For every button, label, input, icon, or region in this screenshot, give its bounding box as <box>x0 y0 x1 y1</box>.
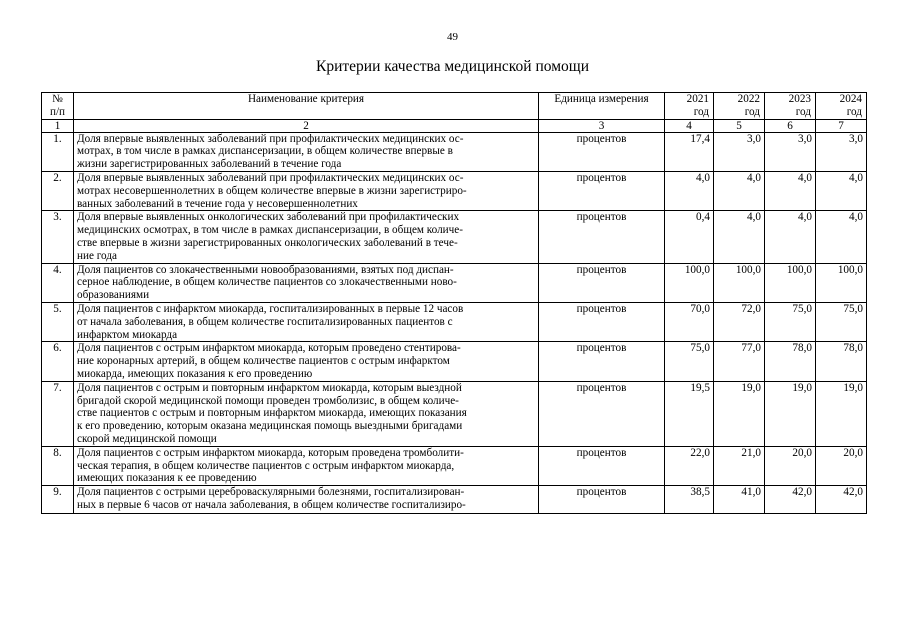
value-cell: 19,5 <box>665 381 714 446</box>
criterion-line: Доля пациентов с острыми цереброваскулярными болезнями, госпитализирован- <box>77 486 465 499</box>
value-cell: 72,0 <box>714 302 765 341</box>
criterion-line: ванных заболеваний в течение года у несовершеннолетних <box>77 197 358 210</box>
header-unit: Единица измерения <box>539 93 665 120</box>
value-cell: 19,0 <box>765 381 816 446</box>
row-number: 4. <box>42 263 74 302</box>
value-cell: 22,0 <box>665 446 714 485</box>
criterion-line: мотрах несовершеннолетних в общем количестве впервые в жизни зарегистриро- <box>77 184 467 197</box>
criterion-cell <box>74 302 539 341</box>
value-cell: 70,0 <box>665 302 714 341</box>
criterion-line: скорой медицинской помощи <box>77 432 217 445</box>
table-row <box>42 263 867 302</box>
criterion-line: инфарктом миокарда <box>77 328 178 341</box>
value-cell: 77,0 <box>714 342 765 381</box>
value-cell: 75,0 <box>765 302 816 341</box>
column-number: 7 <box>816 119 867 132</box>
value-cell: 75,0 <box>665 342 714 381</box>
criterion-line: ние года <box>77 249 117 262</box>
column-number: 4 <box>665 119 714 132</box>
criterion-line: ческая терапия, в общем количестве пациентов с острым инфарктом миокарда, <box>77 459 455 472</box>
table-row <box>42 446 867 485</box>
criterion-line: стве впервые в жизни зарегистрированных онкологических заболеваний в тече- <box>77 236 458 249</box>
criterion-line: Доля пациентов с острым инфарктом миокарда, которым проведена тромболити- <box>77 446 464 459</box>
criterion-line: стве пациентов с острым и повторным инфарктом миокарда, имеющих показания <box>77 407 467 420</box>
unit-cell: процентов <box>539 342 665 381</box>
criterion-cell <box>74 263 539 302</box>
header-year-2023 <box>765 93 816 120</box>
header-year-suffix: год <box>693 105 709 118</box>
value-cell: 4,0 <box>714 171 765 210</box>
criterion-cell <box>74 171 539 210</box>
row-number: 9. <box>42 486 74 514</box>
unit-cell: процентов <box>539 132 665 171</box>
criterion-line: ных в первые 6 часов от начала заболевания, в общем количестве госпитализиро- <box>77 498 466 511</box>
value-cell: 3,0 <box>765 132 816 171</box>
column-number: 5 <box>714 119 765 132</box>
criterion-line: мотрах, в том числе в рамках диспансеризации, в общем количестве впервые в <box>77 145 453 158</box>
value-cell: 100,0 <box>816 263 867 302</box>
value-cell: 41,0 <box>714 486 765 514</box>
criterion-line: Доля впервые выявленных онкологических заболеваний при профилактических <box>77 211 460 224</box>
criterion-line: жизни зарегистрированных заболеваний в течение года <box>77 158 342 171</box>
header-num-line2: п/п <box>49 105 66 118</box>
criterion-line: миокарда, имеющих показания к его проведению <box>77 367 313 380</box>
header-year-2021 <box>665 93 714 120</box>
value-cell: 19,0 <box>714 381 765 446</box>
header-year-value: 2022 <box>737 93 760 105</box>
unit-cell: процентов <box>539 486 665 514</box>
criterion-cell <box>74 381 539 446</box>
table-row <box>42 486 867 514</box>
unit-cell: процентов <box>539 381 665 446</box>
value-cell: 4,0 <box>816 171 867 210</box>
value-cell: 75,0 <box>816 302 867 341</box>
table-body <box>42 132 867 514</box>
value-cell: 3,0 <box>816 132 867 171</box>
value-cell: 100,0 <box>765 263 816 302</box>
header-year-suffix: год <box>795 105 811 118</box>
unit-cell: процентов <box>539 263 665 302</box>
value-cell: 4,0 <box>765 211 816 263</box>
row-number: 8. <box>42 446 74 485</box>
unit-cell: процентов <box>539 211 665 263</box>
value-cell: 4,0 <box>665 171 714 210</box>
header-year-value: 2023 <box>788 93 811 105</box>
criterion-line: Доля пациентов со злокачественными новообразованиями, взятых под диспан- <box>77 263 454 276</box>
value-cell: 100,0 <box>714 263 765 302</box>
column-number: 1 <box>42 119 74 132</box>
value-cell: 20,0 <box>765 446 816 485</box>
unit-cell: процентов <box>539 446 665 485</box>
criterion-line: Доля впервые выявленных заболеваний при профилактических медицинских ос- <box>77 132 464 145</box>
table-row <box>42 342 867 381</box>
column-number: 3 <box>539 119 665 132</box>
unit-cell: процентов <box>539 302 665 341</box>
criterion-line: Доля впервые выявленных заболеваний при профилактических медицинских ос- <box>77 171 464 184</box>
criterion-line: к его проведению, которым оказана медицинская помощь выездными бригадами <box>77 420 463 433</box>
row-number: 3. <box>42 211 74 263</box>
table-row <box>42 171 867 210</box>
criterion-line: образованиями <box>77 289 150 302</box>
criterion-cell <box>74 486 539 514</box>
value-cell: 19,0 <box>816 381 867 446</box>
criterion-line: бригадой скорой медицинской помощи проведен тромболизис, в общем количе- <box>77 394 459 407</box>
value-cell: 3,0 <box>714 132 765 171</box>
value-cell: 42,0 <box>765 486 816 514</box>
criterion-line: медицинских осмотрах, в том числе в рамках диспансеризации, в общем количе- <box>77 224 463 237</box>
value-cell: 17,4 <box>665 132 714 171</box>
row-number: 2. <box>42 171 74 210</box>
criterion-cell <box>74 446 539 485</box>
value-cell: 20,0 <box>816 446 867 485</box>
header-year-suffix: год <box>744 105 760 118</box>
value-cell: 0,4 <box>665 211 714 263</box>
header-year-value: 2024 <box>839 93 862 105</box>
document-title: Критерии качества медицинской помощи <box>315 58 590 75</box>
header-num-line1: № <box>52 93 63 105</box>
value-cell: 78,0 <box>816 342 867 381</box>
value-cell: 42,0 <box>816 486 867 514</box>
criteria-table <box>41 92 867 514</box>
value-cell: 4,0 <box>714 211 765 263</box>
header-year-2022 <box>714 93 765 120</box>
header-criterion: Наименование критерия <box>74 93 539 120</box>
column-number-row <box>42 119 867 132</box>
criterion-line: ние коронарных артерий, в общем количестве пациентов с острым инфарктом <box>77 355 450 368</box>
criterion-line: Доля пациентов с острым и повторным инфарктом миокарда, которым выездной <box>77 381 462 394</box>
table-row <box>42 381 867 446</box>
header-num <box>42 93 74 120</box>
value-cell: 4,0 <box>816 211 867 263</box>
value-cell: 38,5 <box>665 486 714 514</box>
row-number: 7. <box>42 381 74 446</box>
criterion-cell <box>74 132 539 171</box>
header-year-value: 2021 <box>686 93 709 105</box>
value-cell: 4,0 <box>765 171 816 210</box>
criterion-line: имеющих показания к ее проведению <box>77 472 257 485</box>
criterion-line: Доля пациентов с инфарктом миокарда, госпитализированных в первые 12 часов <box>77 302 464 315</box>
criterion-cell <box>74 342 539 381</box>
criterion-line: от начала заболевания, в общем количестве госпитализированных пациентов с <box>77 315 453 328</box>
criterion-line: серное наблюдение, в общем количестве пациентов со злокачественными ново- <box>77 276 457 289</box>
table-row <box>42 132 867 171</box>
header-year-suffix: год <box>846 105 862 118</box>
value-cell: 21,0 <box>714 446 765 485</box>
header-row <box>42 93 867 120</box>
criterion-cell <box>74 211 539 263</box>
unit-cell: процентов <box>539 171 665 210</box>
table-row <box>42 211 867 263</box>
row-number: 1. <box>42 132 74 171</box>
column-number: 6 <box>765 119 816 132</box>
row-number: 5. <box>42 302 74 341</box>
page-number: 49 <box>447 31 458 43</box>
row-number: 6. <box>42 342 74 381</box>
column-number: 2 <box>74 119 539 132</box>
table-row <box>42 302 867 341</box>
value-cell: 78,0 <box>765 342 816 381</box>
criterion-line: Доля пациентов с острым инфарктом миокарда, которым проведено стентирова- <box>77 342 461 355</box>
value-cell: 100,0 <box>665 263 714 302</box>
header-year-2024 <box>816 93 867 120</box>
